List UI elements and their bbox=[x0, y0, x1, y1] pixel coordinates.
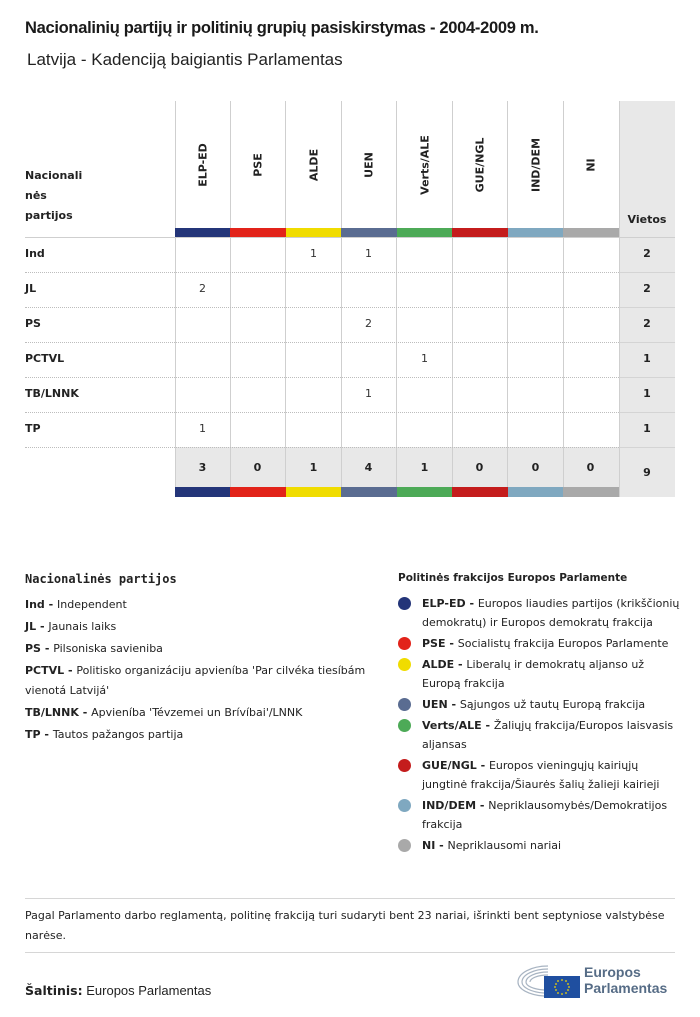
legend-item-gue-ngl bbox=[398, 756, 683, 794]
distribution-table bbox=[25, 101, 675, 498]
row-header-line: partijos bbox=[25, 209, 73, 222]
row-divider bbox=[25, 412, 619, 413]
legend-separator: - bbox=[44, 598, 58, 611]
color-bar-verts-ale bbox=[397, 487, 452, 497]
column-header-gue-ngl bbox=[452, 101, 507, 228]
column-total: 3 bbox=[198, 461, 207, 474]
european-parliament-logo bbox=[514, 960, 679, 1002]
column-header-label: NI bbox=[584, 157, 597, 172]
column-header-alde bbox=[286, 101, 341, 228]
legend-item-ni bbox=[398, 836, 683, 855]
row-total: 1 bbox=[643, 422, 651, 435]
page-title: Nacionalinių partijų ir politinių grupių pasiskirstymas - 2004-2009 m. bbox=[25, 19, 539, 37]
legend-item-uen bbox=[398, 695, 683, 714]
logo-line: Parlamentas bbox=[584, 980, 668, 996]
political-groups-legend bbox=[398, 572, 683, 857]
legend-abbr: Ind bbox=[25, 598, 45, 611]
row-total: 1 bbox=[643, 352, 651, 365]
column-divider bbox=[619, 101, 620, 497]
column-header-ind-dem bbox=[508, 101, 563, 228]
column-header-label: ELP-ED bbox=[196, 142, 209, 187]
column-header-vietos: Vietos bbox=[627, 213, 667, 226]
column-header-label: PSE bbox=[251, 152, 264, 177]
column-header-label: GUE/NGL bbox=[473, 137, 486, 192]
row-total: 2 bbox=[643, 317, 651, 330]
color-bar-alde bbox=[286, 228, 341, 237]
row-party-label: PCTVL bbox=[25, 352, 65, 365]
legend-name: Pilsoniska savieniba bbox=[53, 642, 163, 655]
legend-separator: - bbox=[465, 597, 478, 610]
legend-name: Socialistų frakcija Europos Parlamente bbox=[457, 637, 669, 650]
vietos-divider bbox=[619, 377, 675, 378]
cell: 2 bbox=[365, 317, 372, 330]
legend-name: Europos liaudies partijos (krikščionių demokratų) ir Europos demokratų frakcija bbox=[422, 597, 680, 629]
source-value: Europos Parlamentas bbox=[86, 983, 212, 998]
color-dot-icon bbox=[398, 799, 411, 812]
legend-name: Politisko organizáciju apvieníba 'Par cilvéka tiesíbám vienotá Latvijá' bbox=[25, 664, 366, 697]
legend-title: Nacionalinės partijos bbox=[25, 572, 177, 586]
legend-abbr: GUE/NGL bbox=[422, 759, 477, 772]
row-total: 2 bbox=[643, 247, 651, 260]
legend-separator: - bbox=[454, 658, 467, 671]
color-dot-icon bbox=[398, 698, 411, 711]
column-header-label: IND/DEM bbox=[529, 137, 542, 192]
row-party-label: TP bbox=[25, 422, 41, 435]
grand-total: 9 bbox=[643, 466, 651, 479]
row-header-label bbox=[25, 166, 82, 226]
column-header-ni bbox=[563, 101, 618, 228]
row-total: 2 bbox=[643, 282, 651, 295]
column-header-verts-ale bbox=[397, 101, 452, 228]
logo-text bbox=[584, 964, 667, 996]
color-dot-icon bbox=[398, 658, 411, 671]
row-header-line: nės bbox=[25, 189, 47, 202]
color-bar-uen bbox=[341, 487, 397, 497]
legend-abbr: ELP-ED bbox=[422, 597, 466, 610]
vietos-divider bbox=[619, 272, 675, 273]
column-header-elp-ed bbox=[175, 101, 230, 228]
color-bar-ni bbox=[563, 228, 619, 237]
legend-separator: - bbox=[481, 719, 494, 732]
color-bar-pse bbox=[230, 487, 286, 497]
row-divider bbox=[25, 377, 619, 378]
color-dot-icon bbox=[398, 759, 411, 772]
divider bbox=[25, 898, 675, 899]
cell: 1 bbox=[310, 247, 317, 260]
color-bar-uen bbox=[341, 228, 397, 237]
legend-separator: - bbox=[445, 637, 458, 650]
legend-name: Nepriklausomybės/Demokratijos frakcija bbox=[422, 799, 668, 831]
column-total: 0 bbox=[586, 461, 595, 474]
legend-name: Jaunais laiks bbox=[48, 620, 117, 633]
legend-separator: - bbox=[36, 620, 49, 633]
legend-abbr: Verts/ALE bbox=[422, 719, 482, 732]
cell: 1 bbox=[365, 387, 372, 400]
row-party-label: Ind bbox=[25, 247, 45, 260]
row-party-label: PS bbox=[25, 317, 41, 330]
column-total: 0 bbox=[475, 461, 484, 474]
vietos-divider bbox=[619, 447, 675, 448]
legend-name: Europos vieningųjų kairiųjų jungtinė frakcija/Šiaurės šalių žalieji kairieji bbox=[422, 759, 660, 791]
legend-name: Sąjungos už tautų Europą frakcija bbox=[459, 698, 646, 711]
legend-separator: - bbox=[40, 642, 54, 655]
row-total: 1 bbox=[643, 387, 651, 400]
row-party-label: TB/LNNK bbox=[25, 387, 79, 400]
legend-item-pse bbox=[398, 634, 683, 653]
vietos-divider bbox=[619, 342, 675, 343]
vietos-divider bbox=[619, 412, 675, 413]
legend-abbr: JL bbox=[25, 620, 37, 633]
column-header-uen bbox=[341, 101, 396, 228]
column-header-pse bbox=[230, 101, 285, 228]
color-bar-ind-dem bbox=[508, 228, 563, 237]
legend-abbr: ALDE bbox=[422, 658, 455, 671]
row-divider bbox=[25, 342, 619, 343]
cell: 2 bbox=[199, 282, 206, 295]
national-parties-legend bbox=[25, 572, 375, 747]
legend-item bbox=[25, 661, 375, 701]
column-header-label: UEN bbox=[362, 151, 375, 178]
legend-title: Politinės frakcijos Europos Parlamente bbox=[398, 572, 628, 584]
color-bar-gue-ngl bbox=[452, 487, 508, 497]
source-line bbox=[25, 983, 211, 998]
legend-item bbox=[25, 617, 375, 637]
color-dot-icon bbox=[398, 839, 411, 852]
color-bar-pse bbox=[230, 228, 286, 237]
color-bar-verts-ale bbox=[397, 228, 452, 237]
legend-item-verts-ale bbox=[398, 716, 683, 754]
legend-abbr: IND/DEM bbox=[422, 799, 477, 812]
legend-separator: - bbox=[64, 664, 77, 677]
vietos-column-background bbox=[619, 101, 675, 497]
vietos-divider bbox=[619, 307, 675, 308]
column-total: 1 bbox=[420, 461, 429, 474]
source-label: Šaltinis: bbox=[25, 983, 83, 998]
cell: 1 bbox=[421, 352, 428, 365]
legend-item-ind-dem bbox=[398, 796, 683, 834]
legend-abbr: PS bbox=[25, 642, 41, 655]
legend-separator: - bbox=[40, 728, 53, 741]
row-divider bbox=[25, 307, 619, 308]
legend-item-elp-ed bbox=[398, 594, 683, 632]
row-divider bbox=[25, 272, 619, 273]
legend-item bbox=[25, 639, 375, 659]
legend-name: Nepriklausomi nariai bbox=[447, 839, 562, 852]
color-bar-ni bbox=[563, 487, 619, 497]
legend-abbr: TP bbox=[25, 728, 41, 741]
color-bar-alde bbox=[286, 487, 341, 497]
legend-separator: - bbox=[476, 799, 489, 812]
column-total: 4 bbox=[364, 461, 373, 474]
legend-separator: - bbox=[78, 706, 92, 719]
hemicycle-flag-icon bbox=[514, 960, 582, 1000]
color-bar-gue-ngl bbox=[452, 228, 508, 237]
cell: 1 bbox=[199, 422, 206, 435]
legend-abbr: TB/LNNK bbox=[25, 706, 79, 719]
legend-item bbox=[25, 595, 375, 615]
row-header-line: Nacionali bbox=[25, 169, 83, 182]
legend-name: Tautos pažangos partija bbox=[52, 728, 184, 741]
color-dot-icon bbox=[398, 637, 411, 650]
legend-separator: - bbox=[447, 698, 460, 711]
column-total: 1 bbox=[309, 461, 318, 474]
legend-abbr: PSE bbox=[422, 637, 446, 650]
legend-name: Independent bbox=[57, 598, 127, 611]
color-bar-elp-ed bbox=[175, 228, 230, 237]
legend-name: Apvieníba 'Tévzemei un Brívíbai'/LNNK bbox=[91, 706, 303, 719]
legend-item-alde bbox=[398, 655, 683, 693]
color-dot-icon bbox=[398, 597, 411, 610]
legend-separator: - bbox=[435, 839, 448, 852]
divider bbox=[25, 952, 675, 953]
color-bar-elp-ed bbox=[175, 487, 230, 497]
row-divider bbox=[25, 447, 619, 448]
color-bar-ind-dem bbox=[508, 487, 563, 497]
page-subtitle: Latvija - Kadenciją baigiantis Parlamentas bbox=[27, 50, 343, 69]
header-divider bbox=[25, 237, 675, 238]
column-total: 0 bbox=[253, 461, 262, 474]
color-dot-icon bbox=[398, 719, 411, 732]
cell: 1 bbox=[365, 247, 372, 260]
legend-abbr: NI bbox=[422, 839, 436, 852]
row-party-label: JL bbox=[25, 282, 37, 295]
legend-name: Liberalų ir demokratų aljanso už Europą frakcija bbox=[422, 658, 645, 690]
legend-item bbox=[25, 725, 375, 745]
legend-name: Žaliųjų frakcija/Europos laisvasis aljansas bbox=[422, 719, 674, 751]
column-total: 0 bbox=[531, 461, 540, 474]
logo-line: Europos bbox=[584, 964, 641, 980]
column-header-label: Verts/ALE bbox=[418, 134, 431, 195]
legend-abbr: UEN bbox=[422, 698, 448, 711]
footnote: Pagal Parlamento darbo reglamentą, politinę frakciją turi sudaryti bent 23 nariai, išrinkti bent septyniose valstybėse narėse. bbox=[25, 909, 665, 942]
column-header-label: ALDE bbox=[307, 148, 320, 181]
legend-abbr: PCTVL bbox=[25, 664, 65, 677]
legend-item bbox=[25, 703, 375, 723]
legend-separator: - bbox=[476, 759, 489, 772]
